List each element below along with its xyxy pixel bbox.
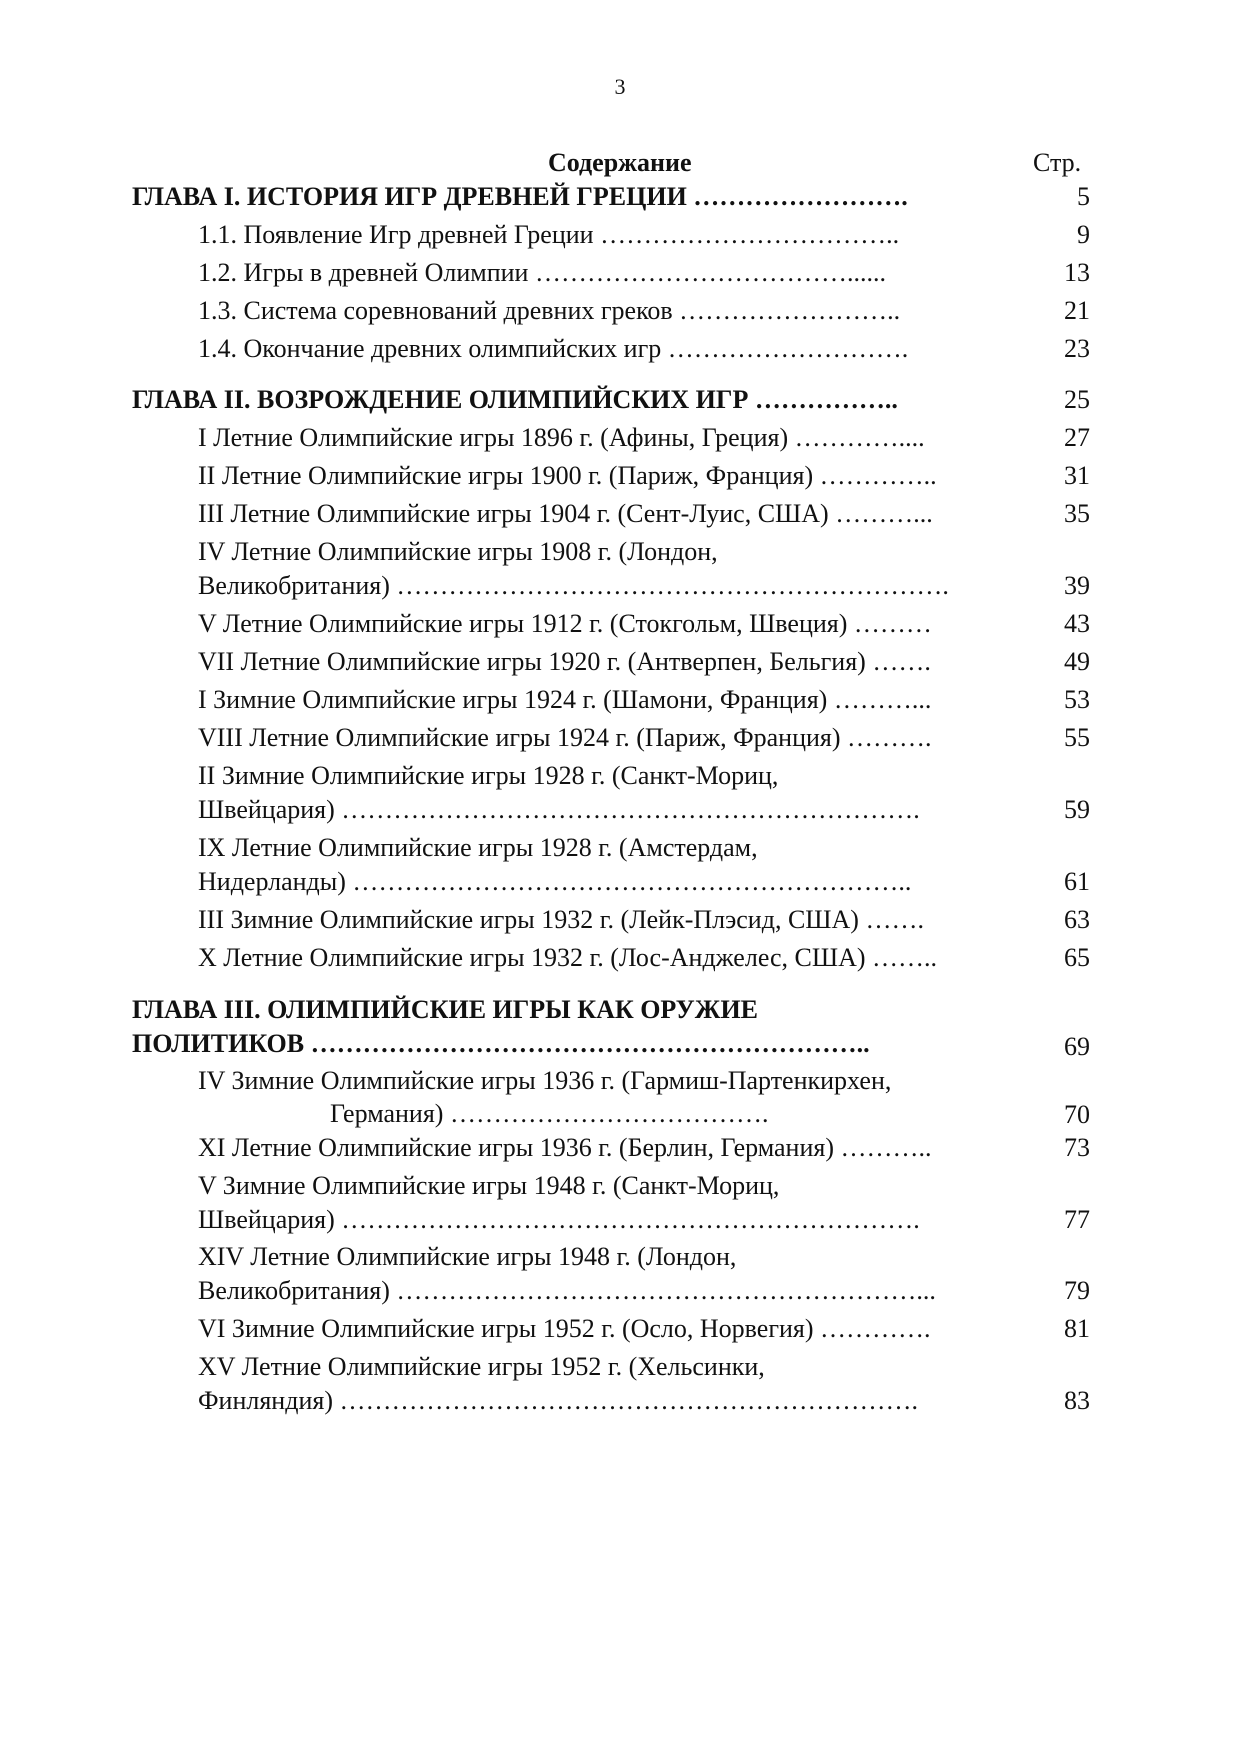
toc-entry[interactable] xyxy=(198,1350,1022,1384)
toc-entry[interactable] xyxy=(198,1131,1022,1165)
toc-entry-title: I Зимние Олимпийские игры 1924 г. (Шамони, Франция) ………... xyxy=(198,685,932,714)
toc-entry-page: 53 xyxy=(1064,685,1090,714)
toc-entry-title: ГЛАВА II. ВОЗРОЖДЕНИЕ ОЛИМПИЙСКИХ ИГР …………….. xyxy=(132,385,898,414)
toc-entry[interactable] xyxy=(198,1064,1022,1098)
toc-entry-page: 5 xyxy=(1077,182,1090,211)
toc-entry-page: 70 xyxy=(1064,1100,1090,1129)
toc-entry-continuation xyxy=(198,569,1022,612)
toc-entry[interactable] xyxy=(198,1240,1022,1274)
toc-entry-title: VII Летние Олимпийские игры 1920 г. (Антверпен, Бельгия) ……. xyxy=(198,647,931,676)
toc-entry-page: 23 xyxy=(1064,334,1090,363)
toc-entry-page: 69 xyxy=(1064,1032,1090,1061)
toc-entry[interactable] xyxy=(198,294,1022,328)
toc-entry[interactable] xyxy=(198,759,1022,793)
toc-entry-page: 21 xyxy=(1064,296,1090,325)
toc-entry-title-line2: Швейцария) …………………………………………………………. xyxy=(198,795,920,824)
toc-entry[interactable] xyxy=(198,1312,1022,1346)
toc-entry-title: ГЛАВА III. ОЛИМПИЙСКИЕ ИГРЫ КАК ОРУЖИЕ xyxy=(132,995,759,1024)
toc-entry-title: III Летние Олимпийские игры 1904 г. (Сент-Луис, США) ………... xyxy=(198,499,933,528)
toc-entry-title: VI Зимние Олимпийские игры 1952 г. (Осло, Норвегия) …………. xyxy=(198,1314,931,1343)
toc-entry-page: 79 xyxy=(1064,1276,1090,1305)
toc-entry-title-line2: Германия) ………………………………. xyxy=(330,1099,769,1128)
toc-entry-title-line2: Швейцария) …………………………………………………………. xyxy=(198,1205,920,1234)
toc-entry-title: IV Летние Олимпийские игры 1908 г. (Лондон, xyxy=(198,537,718,566)
toc-entry[interactable] xyxy=(198,645,1022,679)
toc-entry-page: 9 xyxy=(1077,220,1090,249)
toc-entry-page: 61 xyxy=(1064,867,1090,896)
toc-entry[interactable] xyxy=(198,497,1022,531)
toc-entry[interactable] xyxy=(198,1169,1022,1203)
toc-entry[interactable] xyxy=(198,607,1022,641)
toc-entry-title-line2: Финляндия) …………………………………………………………. xyxy=(198,1386,918,1415)
toc-entry[interactable] xyxy=(198,903,1022,937)
toc-entry-title: XV Летние Олимпийские игры 1952 г. (Хельсинки, xyxy=(198,1352,765,1381)
toc-entry[interactable] xyxy=(198,941,1022,975)
toc-entry[interactable] xyxy=(198,421,1022,455)
toc-entry-page: 27 xyxy=(1064,423,1090,452)
toc-entry-page: 39 xyxy=(1064,571,1090,600)
toc-entry[interactable] xyxy=(198,683,1022,717)
toc-entry-title: XI Летние Олимпийские игры 1936 г. (Берлин, Германия) ……….. xyxy=(198,1133,932,1162)
toc-entry-continuation xyxy=(198,793,1022,836)
toc-chapter[interactable] xyxy=(132,180,1022,214)
toc-entry[interactable] xyxy=(198,256,1022,290)
toc-entry[interactable] xyxy=(198,721,1022,755)
toc-entry-page: 35 xyxy=(1064,499,1090,528)
toc-entry-title-line2: Великобритания) ………………………………………………………. xyxy=(198,571,949,600)
toc-entry[interactable] xyxy=(198,218,1022,252)
toc-entry-page: 77 xyxy=(1064,1205,1090,1234)
toc-heading: Содержание xyxy=(548,148,692,177)
toc-entry-continuation xyxy=(198,1384,1022,1427)
toc-entry-title: VIII Летние Олимпийские игры 1924 г. (Париж, Франция) ………. xyxy=(198,723,932,752)
toc-entry-page: 55 xyxy=(1064,723,1090,752)
toc-entry[interactable] xyxy=(198,332,1022,366)
toc-entry-title-line2: Нидерланды) ……………………………………………………….. xyxy=(198,867,912,896)
page-column-label: Стр. xyxy=(1033,148,1082,177)
toc-entry[interactable] xyxy=(198,459,1022,493)
toc-chapter[interactable] xyxy=(132,383,1022,417)
toc-entry-title: X Летние Олимпийские игры 1932 г. (Лос-Анджелес, США) …….. xyxy=(198,943,938,972)
toc-entry-title-line2: ПОЛИТИКОВ ……………………………………………………….. xyxy=(132,1029,870,1058)
toc-entry-page: 31 xyxy=(1064,461,1090,490)
toc-entry-title: III Зимние Олимпийские игры 1932 г. (Лейк-Плэсид, США) ……. xyxy=(198,905,924,934)
toc-entry-title: 1.4. Окончание древних олимпийских игр ………………………. xyxy=(198,334,909,363)
toc-entry-title: V Зимние Олимпийские игры 1948 г. (Санкт-Мориц, xyxy=(198,1171,780,1200)
toc-entry-title: IV Зимние Олимпийские игры 1936 г. (Гармиш-Партенкирхен, xyxy=(198,1066,892,1095)
toc-entry-title: ГЛАВА I. ИСТОРИЯ ИГР ДРЕВНЕЙ ГРЕЦИИ ……………………. xyxy=(132,182,908,211)
toc-entry-continuation xyxy=(198,1274,1022,1317)
toc-entry-page: 83 xyxy=(1064,1386,1090,1415)
toc-entry-title: IX Летние Олимпийские игры 1928 г. (Амстердам, xyxy=(198,833,758,862)
toc-entry-page: 59 xyxy=(1064,795,1090,824)
toc-entry[interactable] xyxy=(198,535,1022,569)
toc-entry-title-line2: Великобритания) ……………………………………………………... xyxy=(198,1276,936,1305)
toc-entry-page: 43 xyxy=(1064,609,1090,638)
page-number: 3 xyxy=(614,74,626,99)
toc-entry-title: 1.2. Игры в древней Олимпии ………………………………...... xyxy=(198,258,886,287)
toc-entry-title: 1.1. Появление Игр древней Греции …………………………….. xyxy=(198,220,900,249)
toc-entry-page: 81 xyxy=(1064,1314,1090,1343)
toc-entry-title: V Летние Олимпийские игры 1912 г. (Стокгольм, Швеция) ……… xyxy=(198,609,932,638)
toc-entry-page: 65 xyxy=(1064,943,1090,972)
toc-entry-page: 49 xyxy=(1064,647,1090,676)
toc-entry-title: I Летние Олимпийские игры 1896 г. (Афины, Греция) ………….... xyxy=(198,423,925,452)
toc-entry-page: 63 xyxy=(1064,905,1090,934)
toc-entry-page: 25 xyxy=(1064,385,1090,414)
toc-entry-title: II Летние Олимпийские игры 1900 г. (Париж, Франция) ………….. xyxy=(198,461,937,490)
toc-entry-continuation xyxy=(198,865,1022,908)
toc-entry-page: 73 xyxy=(1064,1133,1090,1162)
toc-entry-page: 13 xyxy=(1064,258,1090,287)
toc-chapter[interactable] xyxy=(132,993,1022,1027)
toc-entry-title: XIV Летние Олимпийские игры 1948 г. (Лондон, xyxy=(198,1242,737,1271)
toc-entry[interactable] xyxy=(198,831,1022,865)
toc-entry-title: II Зимние Олимпийские игры 1928 г. (Санкт-Мориц, xyxy=(198,761,779,790)
toc-entry-title: 1.3. Система соревнований древних греков …………………….. xyxy=(198,296,901,325)
